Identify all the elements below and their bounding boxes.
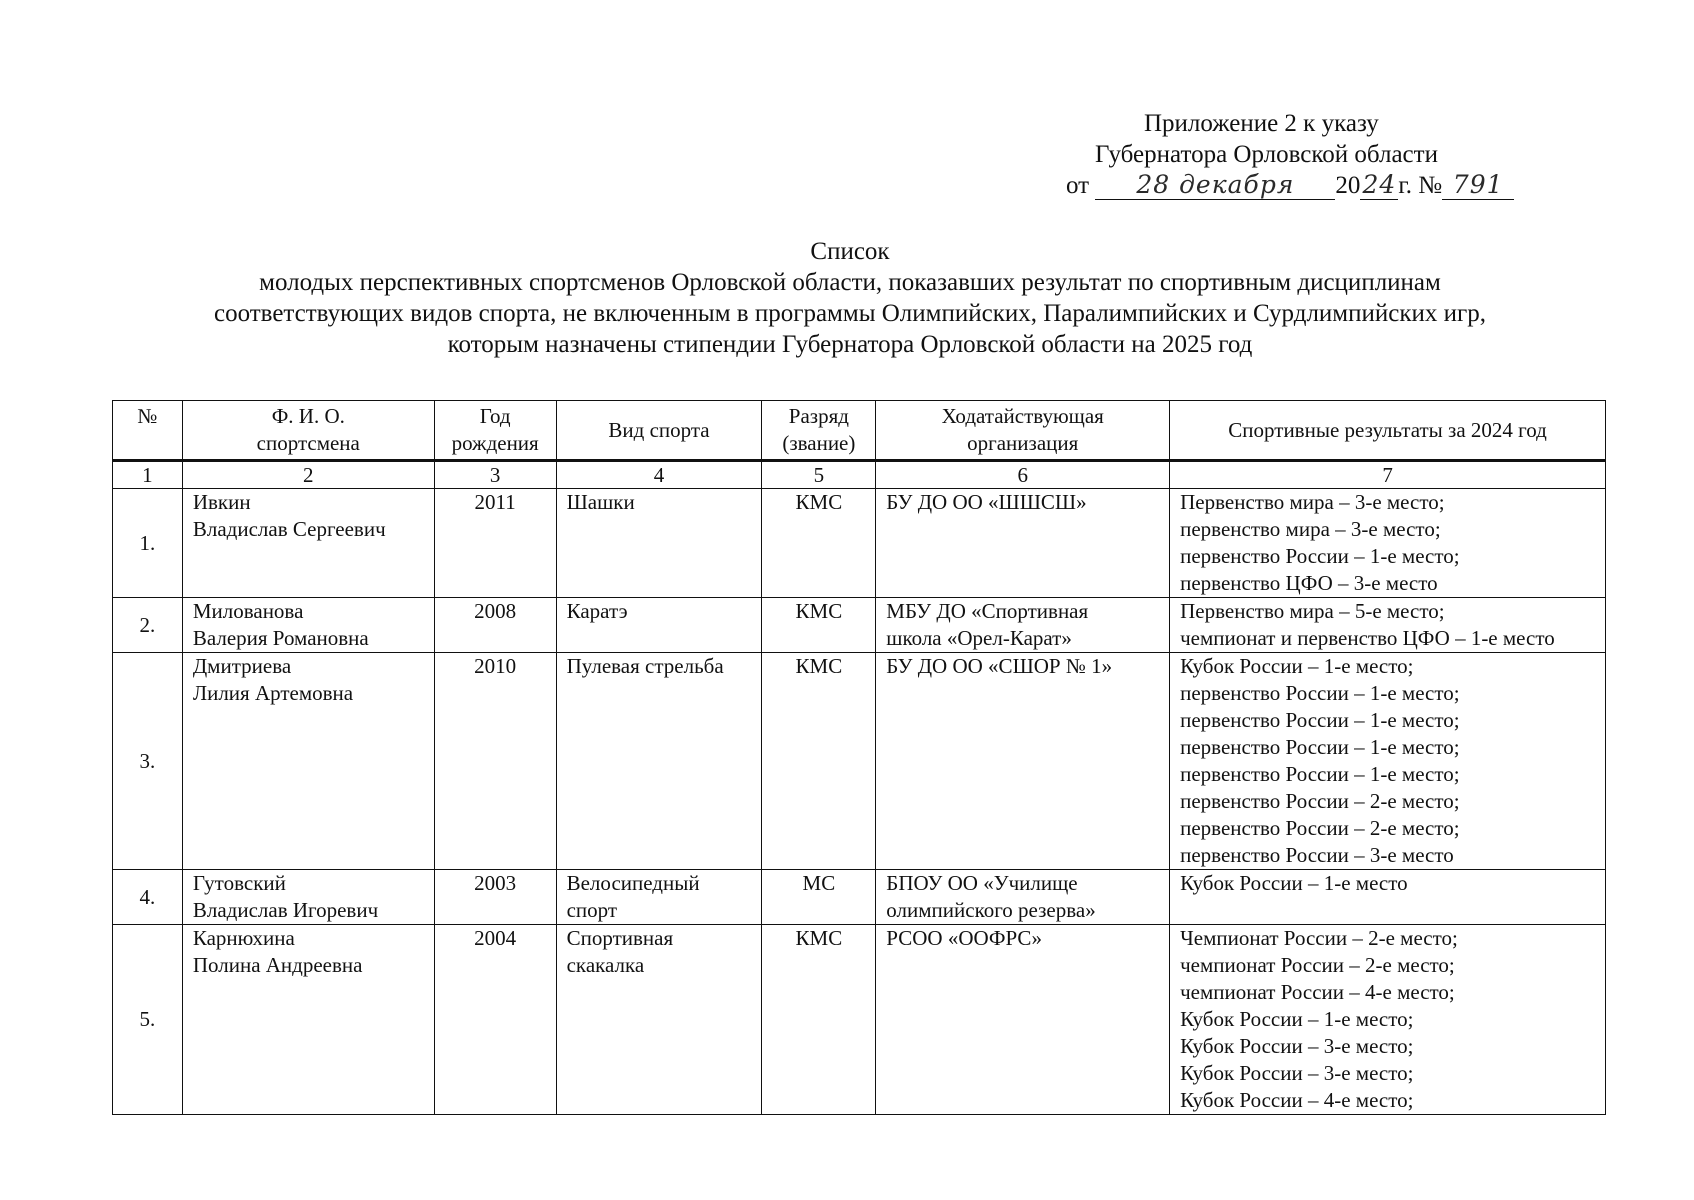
sport-results: Первенство мира – 5-е место; чемпионат и первенство ЦФО – 1-е место	[1170, 598, 1606, 653]
row-number: 5.	[113, 925, 183, 1115]
organization: РСОО «ООФРС»	[876, 925, 1170, 1115]
handwritten-year: 24	[1360, 172, 1398, 200]
birth-year: 2011	[434, 489, 556, 598]
header-fio: Ф. И. О. спортсмена	[182, 401, 434, 461]
sport-type: Каратэ	[556, 598, 762, 653]
birth-year: 2010	[434, 653, 556, 870]
row-number: 2.	[113, 598, 183, 653]
year-suffix: г. №	[1398, 172, 1443, 199]
column-number: 4	[556, 461, 762, 489]
column-number: 6	[876, 461, 1170, 489]
header-results: Спортивные результаты за 2024 год	[1170, 401, 1606, 461]
column-number: 5	[762, 461, 876, 489]
sport-results: Первенство мира – 3-е место; первенство мира – 3-е место; первенство России – 1-е место; первенство ЦФО – 3-е место	[1170, 489, 1606, 598]
title-line-2: соответствующих видов спорта, не включенным в программы Олимпийских, Паралимпийских и Сурдлимпийских игр,	[213, 300, 1487, 327]
appendix-note	[1060, 108, 1580, 201]
organization: БПОУ ОО «Училище олимпийского резерва»	[876, 870, 1170, 925]
sport-type: Спортивная скакалка	[556, 925, 762, 1115]
header-sport: Вид спорта	[556, 401, 762, 461]
athletes-table	[112, 400, 1606, 1115]
athlete-name: Дмитриева Лилия Артемовна	[182, 653, 434, 870]
rank: КМС	[762, 925, 876, 1115]
table-row	[113, 653, 1606, 870]
column-number: 1	[113, 461, 183, 489]
column-number-row	[113, 461, 1606, 489]
birth-year: 2004	[434, 925, 556, 1115]
header-org: Ходатайствующая организация	[876, 401, 1170, 461]
sport-type: Шашки	[556, 489, 762, 598]
rank: КМС	[762, 653, 876, 870]
appendix-ot: от	[1066, 172, 1090, 199]
appendix-line-3	[1060, 170, 1580, 201]
organization: БУ ДО ОО «СШОР № 1»	[876, 653, 1170, 870]
table-row	[113, 870, 1606, 925]
header-num: №	[113, 401, 183, 461]
document-title	[100, 236, 1600, 360]
year-prefix: 20	[1335, 172, 1361, 199]
column-number: 2	[182, 461, 434, 489]
table-row	[113, 598, 1606, 653]
appendix-line-1: Приложение 2 к указу	[1144, 110, 1379, 137]
table-row	[113, 925, 1606, 1115]
athlete-name: Карнюхина Полина Андреевна	[182, 925, 434, 1115]
athlete-name: Милованова Валерия Романовна	[182, 598, 434, 653]
rank: МС	[762, 870, 876, 925]
handwritten-date: 28 декабря	[1095, 172, 1335, 200]
sport-results: Кубок России – 1-е место	[1170, 870, 1606, 925]
column-number: 3	[434, 461, 556, 489]
title-line-1: молодых перспективных спортсменов Орловской области, показавших результат по спортивным дисциплинам	[259, 269, 1441, 296]
sport-type: Пулевая стрельба	[556, 653, 762, 870]
title-head: Список	[810, 238, 890, 265]
row-number: 3.	[113, 653, 183, 870]
header-rank: Разряд (звание)	[762, 401, 876, 461]
table-header-row	[113, 401, 1606, 461]
organization: БУ ДО ОО «ШШСШ»	[876, 489, 1170, 598]
athlete-name: Ивкин Владислав Сергеевич	[182, 489, 434, 598]
sport-type: Велосипедный спорт	[556, 870, 762, 925]
sport-results: Кубок России – 1-е место; первенство России – 1-е место; первенство России – 1-е место; первенство России – 1-е место; первенство России – 1-е место; первенство России – 2-е место; первенство России – 2-е место; первенство России – 3-е место	[1170, 653, 1606, 870]
row-number: 1.	[113, 489, 183, 598]
row-number: 4.	[113, 870, 183, 925]
column-number: 7	[1170, 461, 1606, 489]
organization: МБУ ДО «Спортивная школа «Орел-Карат»	[876, 598, 1170, 653]
rank: КМС	[762, 489, 876, 598]
rank: КМС	[762, 598, 876, 653]
header-year: Год рождения	[434, 401, 556, 461]
title-line-3: которым назначены стипендии Губернатора Орловской области на 2025 год	[447, 331, 1253, 358]
table-row	[113, 489, 1606, 598]
birth-year: 2003	[434, 870, 556, 925]
sport-results: Чемпионат России – 2-е место; чемпионат России – 2-е место; чемпионат России – 4-е место; Кубок России – 1-е место; Кубок России – 3-е место; Кубок России – 3-е место; Кубок России – 4-е место;	[1170, 925, 1606, 1115]
appendix-line-2: Губернатора Орловской области	[1095, 141, 1438, 168]
handwritten-number: 791	[1442, 172, 1514, 200]
birth-year: 2008	[434, 598, 556, 653]
athlete-name: Гутовский Владислав Игоревич	[182, 870, 434, 925]
